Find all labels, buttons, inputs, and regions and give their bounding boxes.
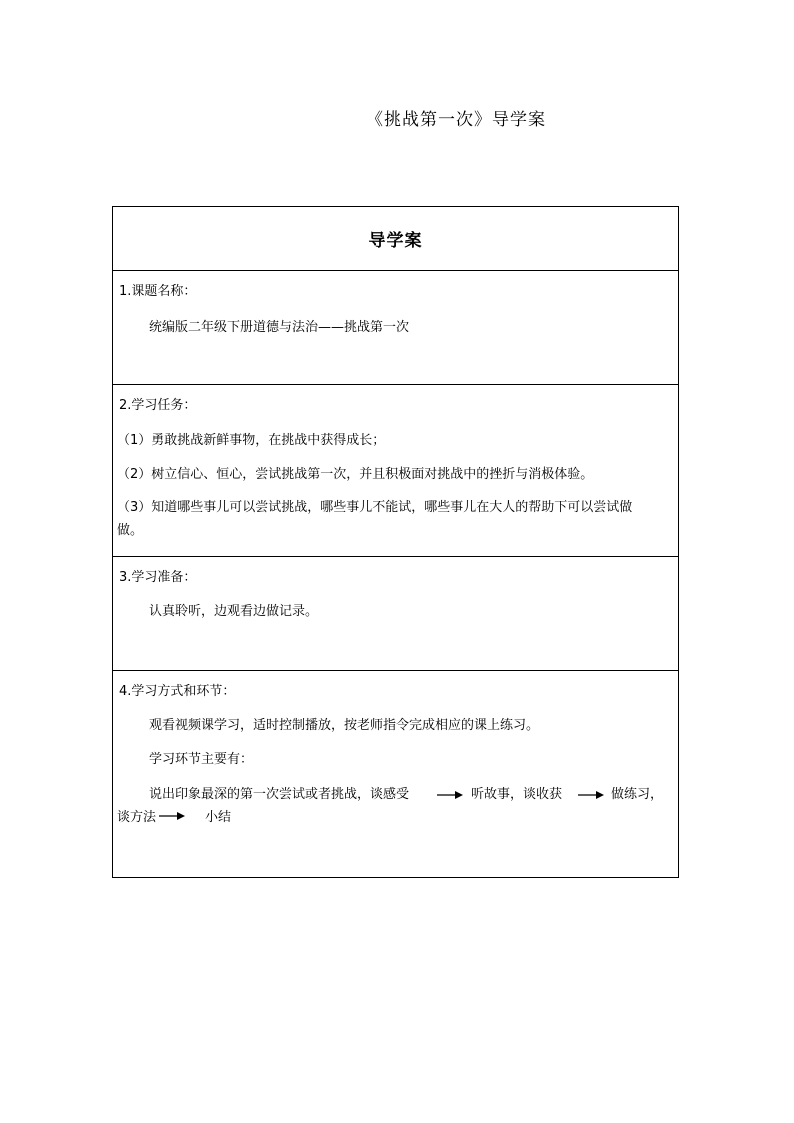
- section-tasks-label: 2.学习任务：: [119, 398, 197, 413]
- arrow-right-icon: [578, 787, 604, 803]
- section-preparation: [113, 556, 678, 670]
- step-1: 说出印象最深的第一次尝试或者挑战，谈感受: [149, 787, 410, 802]
- step-2: 听故事，谈收获: [471, 787, 563, 802]
- task-item-1: （1）勇敢挑战新鲜事物，在挑战中获得成长；: [117, 433, 386, 448]
- table-header-row: [113, 207, 678, 270]
- task-item-3-wrap: 做。: [117, 523, 144, 538]
- section-method: [113, 670, 678, 877]
- section-topic-label: 1.课题名称：: [119, 284, 197, 299]
- section-topic-content: 统编版二年级下册道德与法治——挑战第一次: [149, 320, 410, 335]
- task-item-3: （3）知道哪些事儿可以尝试挑战，哪些事儿不能试，哪些事儿在大人的帮助下可以尝试做: [117, 500, 633, 515]
- section-prep-label: 3.学习准备：: [119, 570, 197, 585]
- task-item-2: （2）树立信心、恒心，尝试挑战第一次，并且积极面对挑战中的挫折与消极体验。: [117, 467, 594, 482]
- section-tasks: [113, 384, 678, 556]
- section-topic: [113, 270, 678, 384]
- table-header: 导学案: [368, 231, 423, 251]
- arrow-right-icon: [159, 808, 185, 824]
- method-line-2: 学习环节主要有：: [149, 752, 254, 767]
- document-title: 《挑战第一次》导学案: [366, 110, 546, 130]
- section-method-label: 4.学习方式和环节：: [119, 684, 236, 699]
- method-line-1: 观看视频课学习，适时控制播放，按老师指令完成相应的课上练习。: [149, 718, 540, 733]
- section-prep-content: 认真聆听，边观看边做记录。: [149, 604, 319, 619]
- arrow-right-icon: [437, 787, 463, 803]
- step-3: 做练习，: [611, 787, 664, 802]
- step-5: 小结: [205, 810, 232, 825]
- guide-table: [112, 206, 679, 878]
- step-4: 谈方法: [117, 810, 157, 825]
